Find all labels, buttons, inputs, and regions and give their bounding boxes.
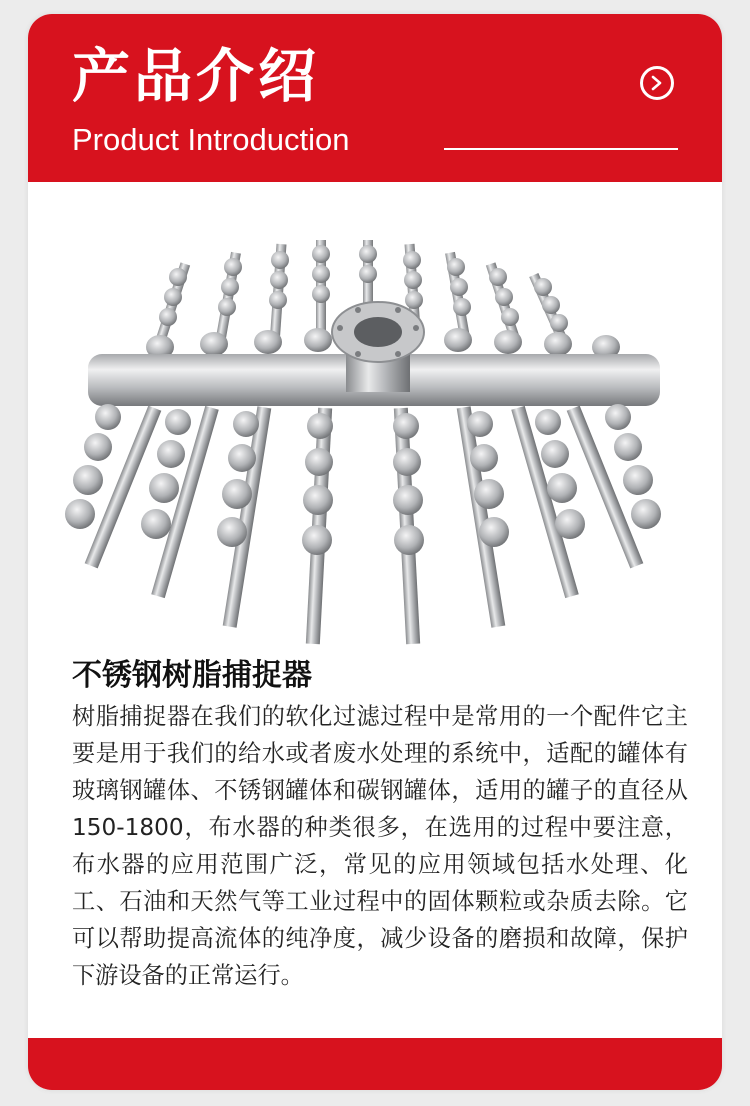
footer-bar xyxy=(28,1038,722,1090)
product-title: 不锈钢树脂捕捉器 xyxy=(72,658,312,693)
product-description: 树脂捕捉器在我们的软化过滤过程中是常用的一个配件它主要是用于我们的给水或者废水处理的系统中，适配的罐体有玻璃钢罐体、不锈钢罐体和碳钢罐体，适用的罐子的直径从150-1800，布水器的种类很多，在选用的过程中要注意，布水器的应用范围广泛，常见的应用领域包括水处理、化工、石油和天然气等工业过程中的固体颗粒或杂质去除。它可以帮助提高流体的纯净度，减少设备的磨损和故障，保护下游设备的正常运行。 xyxy=(72,703,688,989)
chevron-right-circle-icon[interactable] xyxy=(640,66,674,100)
chevron-right-icon xyxy=(650,75,664,91)
header-divider xyxy=(444,148,678,150)
product-image xyxy=(28,182,722,662)
resin-trap-illustration xyxy=(28,182,722,662)
section-header xyxy=(28,14,722,182)
section-title-en: Product Introduction xyxy=(72,122,350,157)
section-title-cn: 产品介绍 xyxy=(72,42,321,110)
product-card xyxy=(28,14,722,1090)
